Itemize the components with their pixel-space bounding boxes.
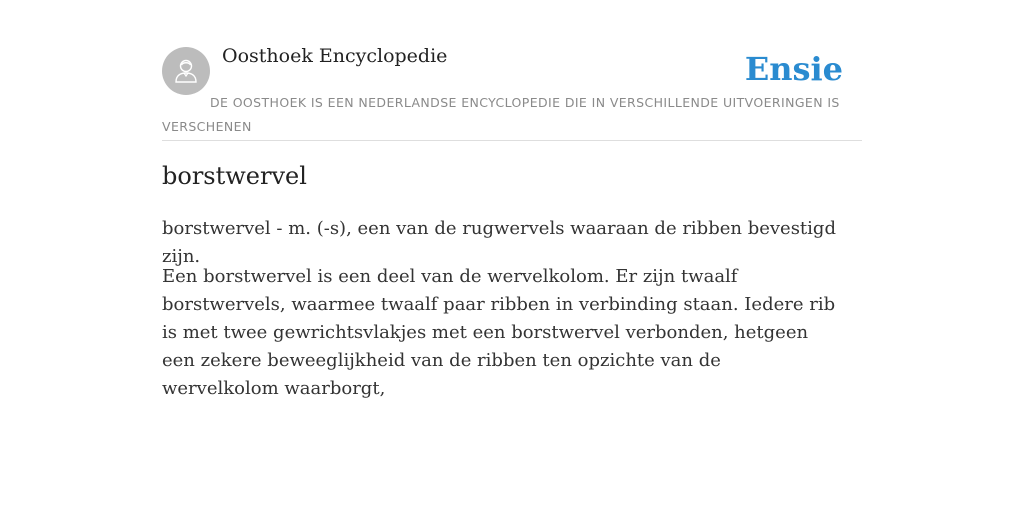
user-icon xyxy=(171,56,201,86)
source-avatar[interactable] xyxy=(162,47,210,95)
page-container xyxy=(162,0,862,399)
article-title: borstwervel xyxy=(162,162,307,190)
source-description: DE OOSTHOEK IS EEN NEDERLANDSE ENCYCLOPEDIE DIE IN VERSCHILLENDE UITVOERINGEN IS VERSCHENEN xyxy=(162,95,840,134)
brand-logo[interactable]: Ensie xyxy=(744,50,843,88)
article-body: Een borstwervel is een deel van de wervelkolom. Er zijn twaalf borstwervels, waarmee twaalf paar ribben in verbinding staan. Iedere rib is met twee gewrichtsvlakjes met een borstwervel verbonden, hetgeen een zekere beweeglijkheid van de ribben ten opzichte van de wervelkolom waarborgt, xyxy=(162,266,836,399)
article-definition: borstwervel - m. (-s), een van de rugwervels waaraan de ribben bevestigd zijn. xyxy=(162,218,836,267)
source-title[interactable]: Oosthoek Encyclopedie xyxy=(222,45,448,67)
source-header xyxy=(162,0,862,141)
